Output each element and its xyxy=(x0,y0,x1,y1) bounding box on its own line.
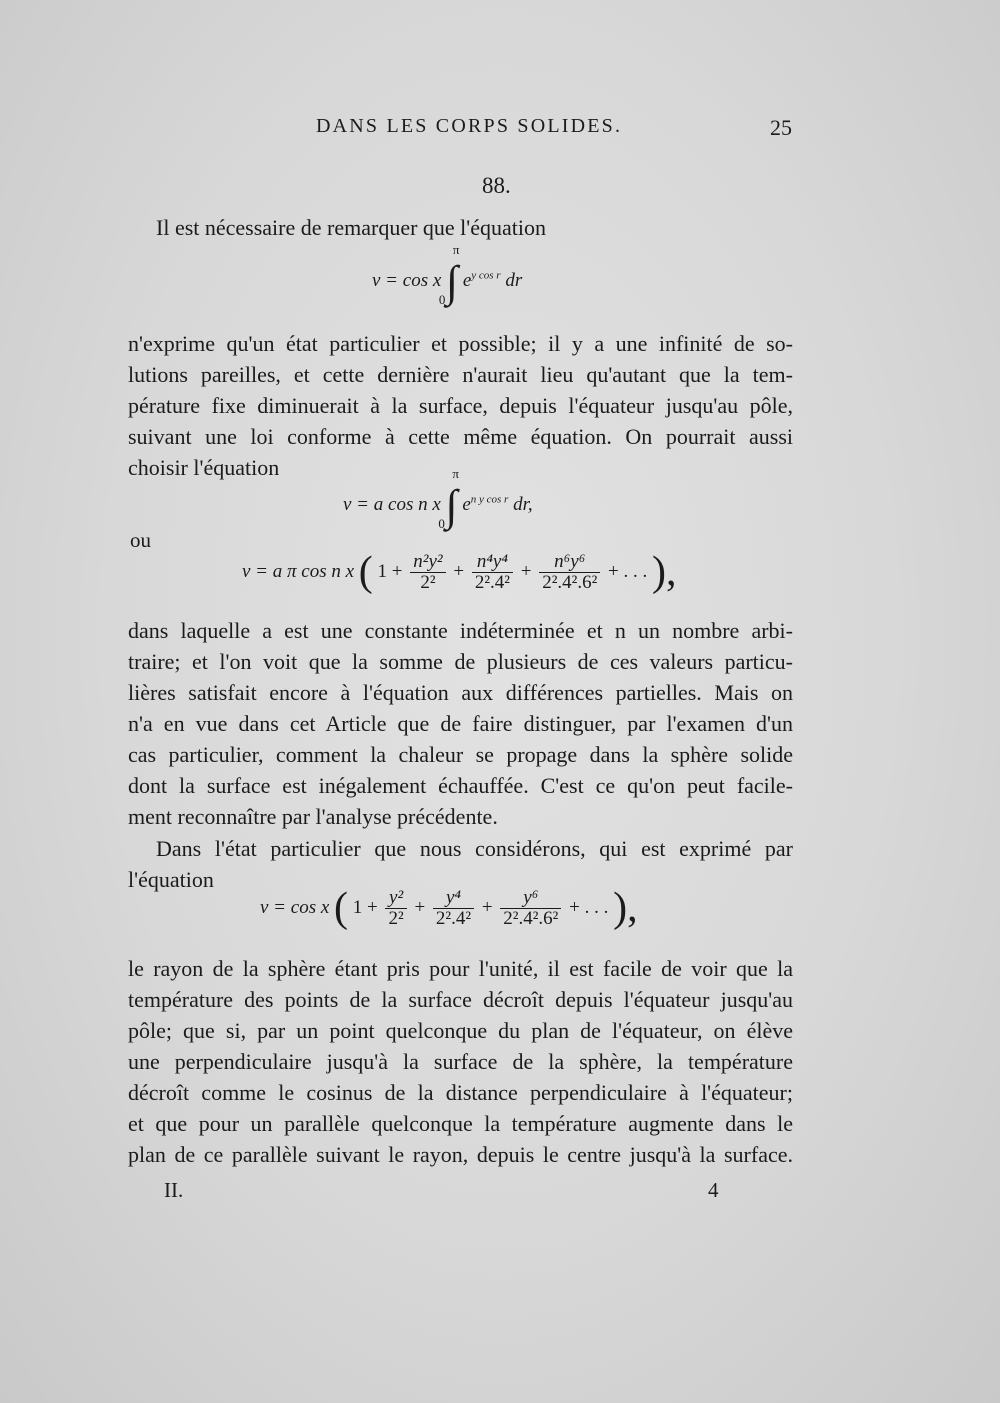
text-line: suivant une loi conforme à cette même équation. On pourrait aussi xyxy=(128,424,793,449)
series-term-2 xyxy=(472,552,513,593)
plus-sign: + xyxy=(453,561,465,582)
series-term-3 xyxy=(500,888,561,929)
text-line: n'a en vue dans cet Article que de faire distinguer, par l'examen d'un xyxy=(128,711,793,736)
denominator: 2².4².6² xyxy=(503,907,559,929)
article-number: 88. xyxy=(482,173,511,198)
series-term-2 xyxy=(433,888,474,929)
paragraph-2 xyxy=(128,328,793,483)
text-line: et que pour un parallèle quelconque la température augmente dans le xyxy=(128,1111,793,1136)
text-line: lières satisfait encore à l'équation aux différences partielles. Mais on xyxy=(128,680,793,705)
connector-word: ou xyxy=(130,528,151,552)
text-line: pérature fixe diminuerait à la surface, depuis l'équateur jusqu'au pôle, xyxy=(128,393,793,418)
numerator: n²y² xyxy=(410,552,445,573)
denominator: 2² xyxy=(420,571,436,593)
running-title: DANS LES CORPS SOLIDES. xyxy=(316,115,623,137)
integral-lower-limit: 0 xyxy=(438,291,446,307)
equation-lhs: v = a π cos n x xyxy=(242,561,355,582)
denominator: 2².4² xyxy=(435,907,472,929)
equation-4 xyxy=(260,884,638,932)
equation-lhs: v = cos x xyxy=(260,897,330,918)
text-line: cas particulier, comment la chaleur se propage dans la sphère solide xyxy=(128,742,793,767)
signature-mark: II. xyxy=(164,1178,184,1202)
signature-number: 4 xyxy=(708,1178,719,1202)
differential: dr, xyxy=(513,493,533,515)
plus-sign: + xyxy=(414,897,426,918)
series-tail: + . . . xyxy=(569,897,609,918)
text-line: Dans l'état particulier que nous considérons, qui est exprimé par xyxy=(156,836,793,861)
series-tail: + . . . xyxy=(608,561,648,582)
integral-sign: ∫ xyxy=(445,481,458,530)
text-line: ment reconnaître par l'analyse précédente. xyxy=(128,804,498,829)
integrand: e xyxy=(462,493,471,515)
series-one: 1 + xyxy=(377,561,403,582)
plus-sign: + xyxy=(481,897,493,918)
equation-lhs: v = a cos n x xyxy=(343,493,441,515)
text-line: traire; et l'on voit que la somme de plusieurs de ces valeurs particu- xyxy=(128,649,793,674)
numerator: y⁴ xyxy=(433,888,474,909)
series-one: 1 + xyxy=(352,897,378,918)
left-paren: ( xyxy=(334,885,349,931)
equation-lhs: v = cos x xyxy=(372,269,442,291)
text-line: choisir l'équation xyxy=(128,455,280,480)
series-term-1 xyxy=(410,552,445,593)
paragraph-3 xyxy=(128,615,793,832)
numerator: n⁶y⁶ xyxy=(539,552,600,573)
denominator: 2².4².6² xyxy=(542,571,598,593)
integral-upper-limit: π xyxy=(452,241,460,257)
integral-lower-limit: 0 xyxy=(438,515,445,531)
text-line: dont la surface est inégalement échauffée. C'est ce qu'on peut facile- xyxy=(128,773,793,798)
plus-sign: + xyxy=(520,561,532,582)
denominator: 2² xyxy=(388,907,404,929)
differential: dr xyxy=(505,269,523,291)
text-line: pôle; que si, par un point quelconque du plan de l'équateur, on élève xyxy=(128,1018,793,1043)
exponent: y cos r xyxy=(471,269,501,282)
left-paren: ( xyxy=(358,549,373,595)
paragraph-5 xyxy=(128,953,793,1170)
integral-upper-limit: π xyxy=(452,465,459,481)
right-paren: ), xyxy=(613,885,638,931)
text-line: décroît comme le cosinus de la distance perpendiculaire à l'équateur; xyxy=(128,1080,793,1105)
numerator: y⁶ xyxy=(500,888,561,909)
equation-1 xyxy=(372,241,523,307)
equation-2 xyxy=(343,465,533,531)
text-line: une perpendiculaire jusqu'à la surface de la sphère, la température xyxy=(128,1049,793,1074)
text-line: dans laquelle a est une constante indéterminée et n un nombre arbi- xyxy=(128,618,793,643)
integral-sign: ∫ xyxy=(446,257,459,306)
text-line: le rayon de la sphère étant pris pour l'unité, il est facile de voir que la xyxy=(128,956,793,981)
right-paren: ), xyxy=(652,549,677,595)
series-term-3 xyxy=(539,552,600,593)
text-line: l'équation xyxy=(128,867,214,892)
series-term-1 xyxy=(385,888,406,929)
text-line: plan de ce parallèle suivant le rayon, depuis le centre jusqu'à la surface. xyxy=(128,1142,793,1167)
page-number: 25 xyxy=(770,115,792,140)
denominator: 2².4² xyxy=(474,571,510,593)
text-line: lutions pareilles, et cette dernière n'aurait lieu qu'autant que la tem- xyxy=(128,362,793,387)
equation-3 xyxy=(242,548,677,596)
text-line: n'exprime qu'un état particulier et possible; il y a une infinité de so- xyxy=(128,331,793,356)
text-line: température des points de la surface décroît depuis l'équateur jusqu'au xyxy=(128,987,793,1012)
numerator: y² xyxy=(385,888,406,909)
text-line: Il est nécessaire de remarquer que l'équation xyxy=(156,215,547,240)
paragraph-intro xyxy=(128,212,821,243)
integrand: e xyxy=(462,269,472,291)
exponent: n y cos r xyxy=(470,493,509,506)
numerator: n⁴y⁴ xyxy=(472,552,513,573)
